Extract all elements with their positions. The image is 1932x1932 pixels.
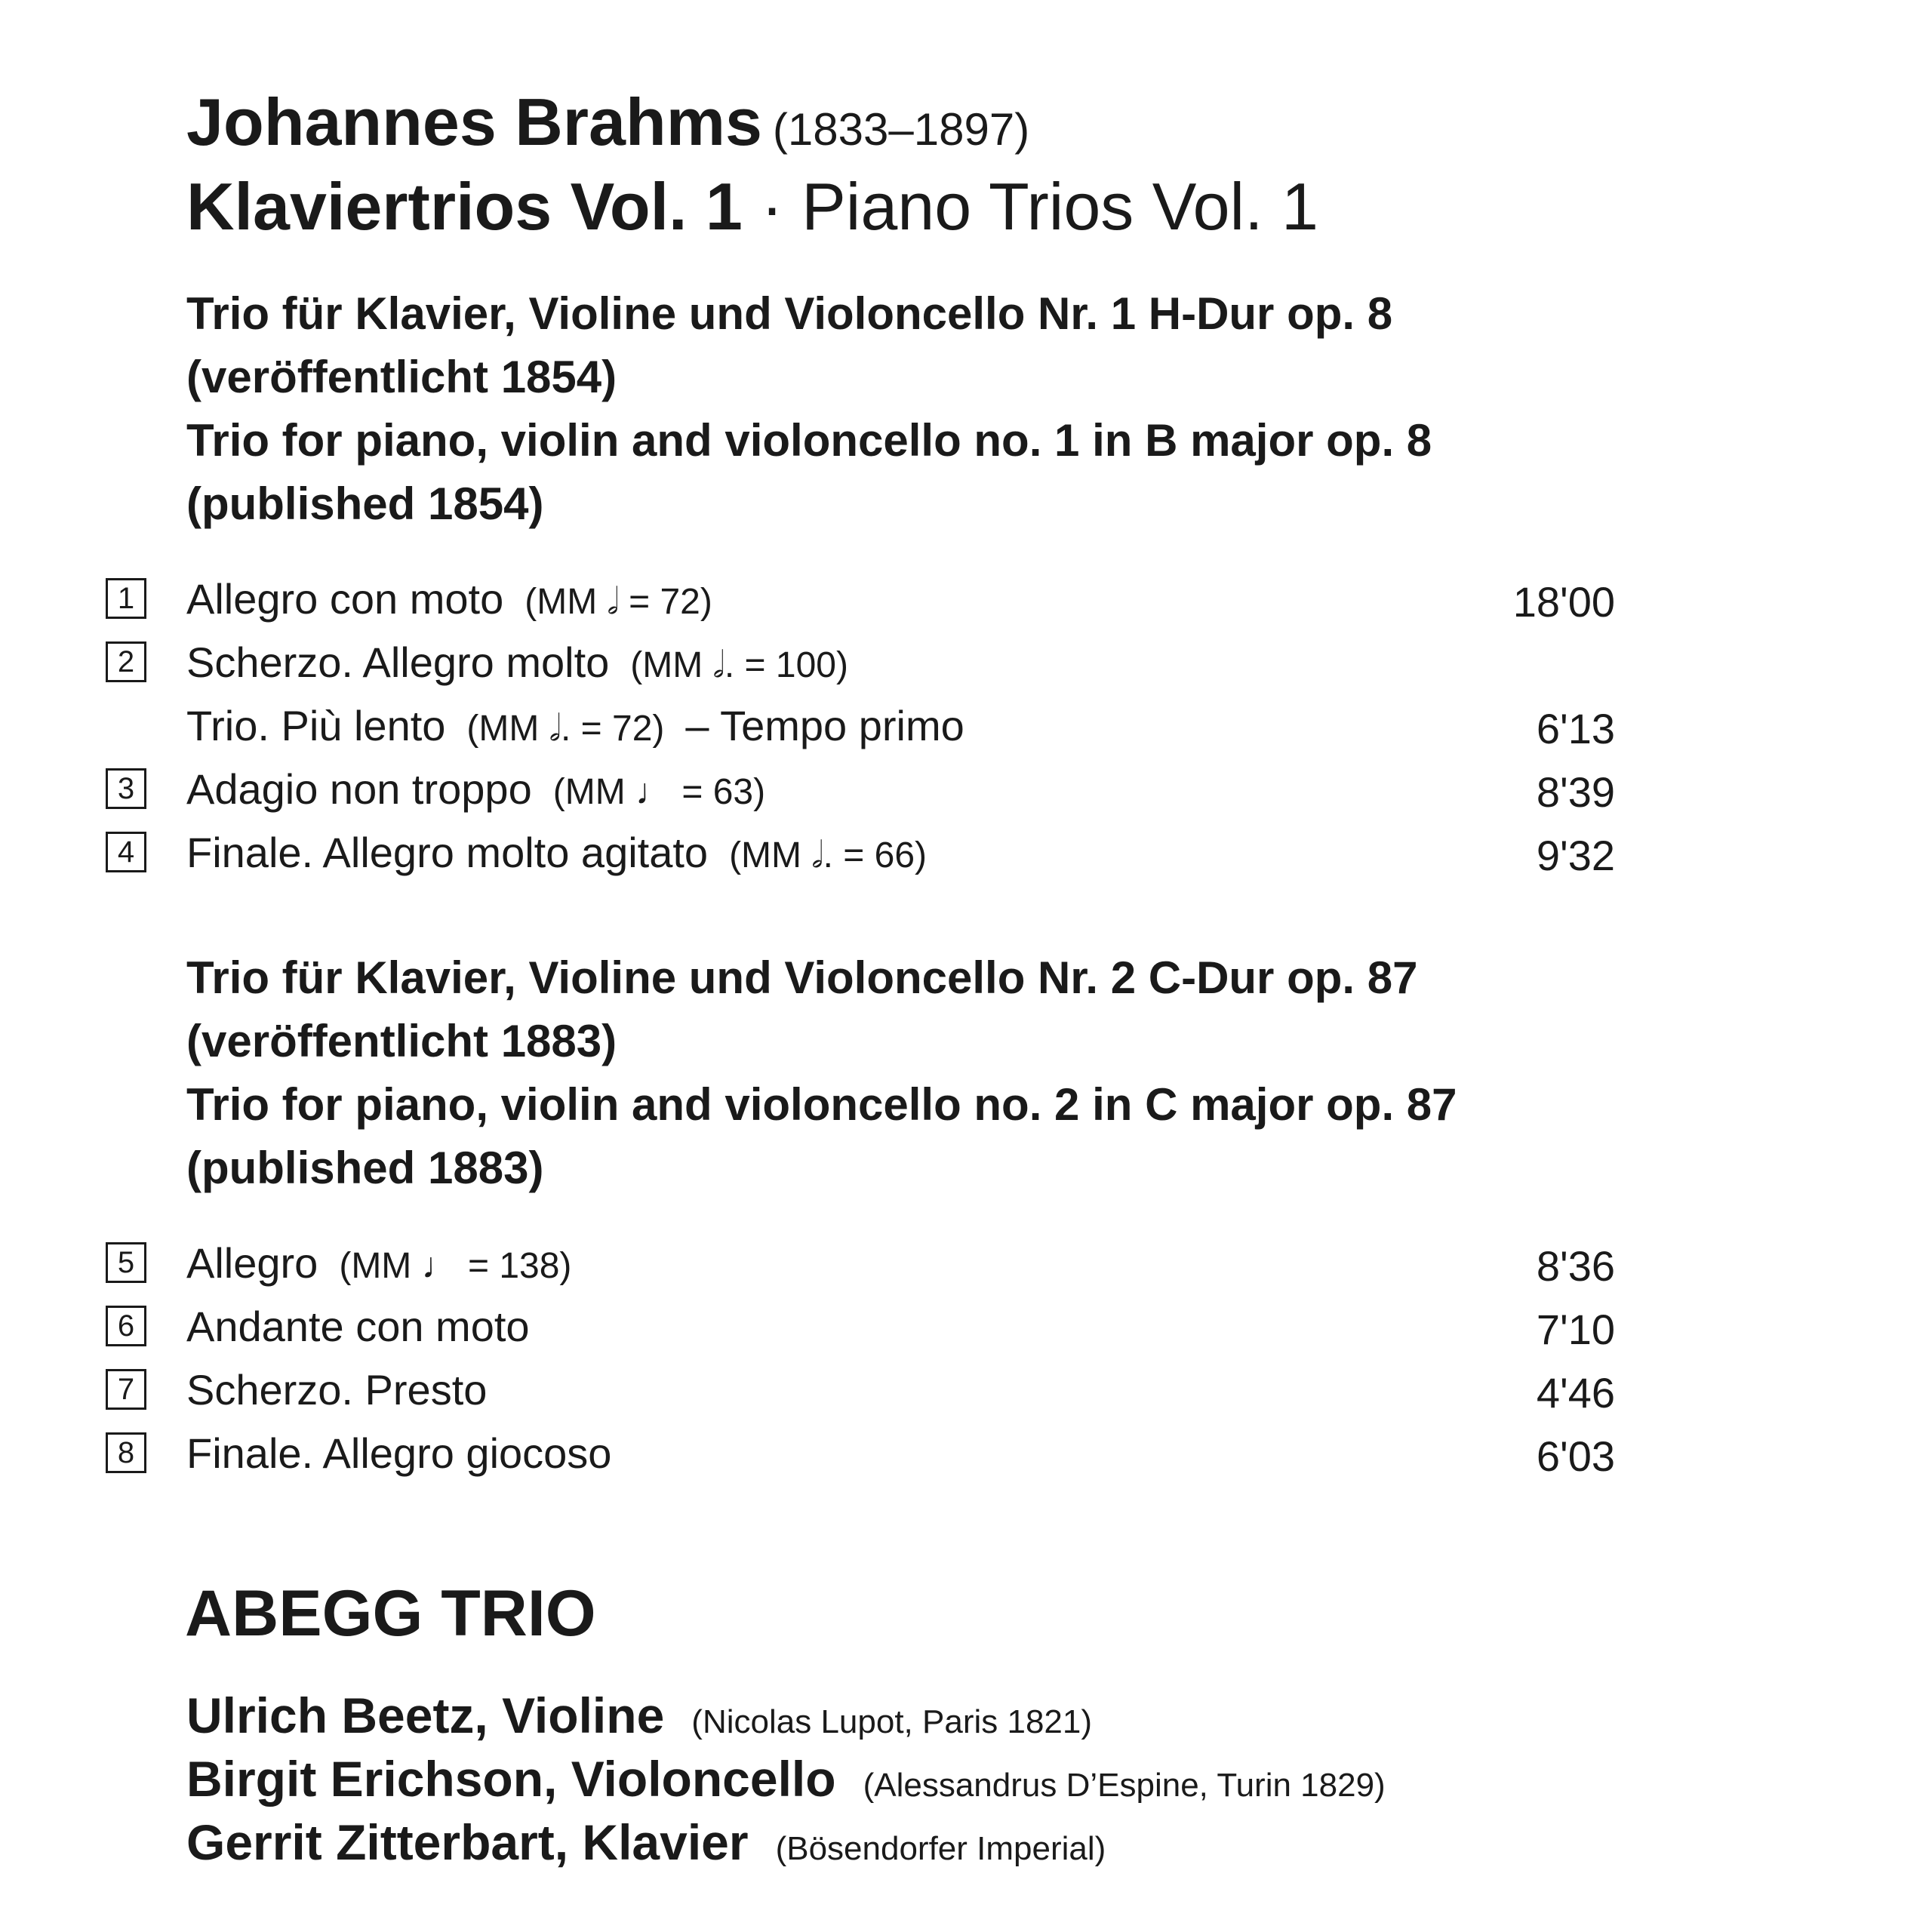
performer-name: Birgit Erichson, Violoncello [186, 1751, 836, 1807]
track-title-text: Finale. Allegro giocoso [186, 1429, 612, 1477]
track-duration: 9'32 [1536, 832, 1615, 879]
track-tempo: (MM 𝅗𝅥. = 66) [729, 835, 928, 875]
track-tempo: (MM ♩ = 138) [339, 1246, 572, 1286]
album-title-de: Klaviertrios Vol. 1 [186, 169, 743, 244]
track-title-suffix: – Tempo primo [685, 702, 964, 749]
track-title [186, 569, 712, 632]
composer-name: Johannes Brahms [186, 85, 762, 159]
work-title-line: Trio for piano, violin and violoncello no. 2 in C major op. 87 [186, 1079, 1457, 1130]
track-title [186, 632, 848, 696]
work-title-line: (veröffentlicht 1883) [186, 1016, 617, 1066]
performer-instrument: (Nicolas Lupot, Paris 1821) [691, 1703, 1093, 1740]
track-row[interactable] [106, 823, 1615, 883]
track-number: 1 [106, 578, 146, 619]
work-title-line: (published 1854) [186, 478, 544, 529]
work-title-line: (published 1883) [186, 1143, 544, 1193]
performer-line [186, 1751, 1386, 1807]
work-title-line: Trio for piano, violin and violoncello no. 1 in B major op. 8 [186, 415, 1432, 466]
track-title [186, 1423, 611, 1484]
track-duration: 6'13 [1536, 705, 1615, 752]
performer-instrument: (Alessandrus D’Espine, Turin 1829) [863, 1767, 1386, 1804]
track-title-text: Allegro con moto [186, 575, 504, 623]
track-title-text: Finale. Allegro molto agitato [186, 829, 709, 876]
work-title-line: Trio für Klavier, Violine und Violoncello Nr. 2 C-Dur op. 87 [186, 952, 1418, 1003]
track-row[interactable] [106, 1297, 1615, 1357]
track-title [186, 1360, 487, 1420]
track-row[interactable] [106, 569, 1615, 629]
track-number: 4 [106, 832, 146, 872]
track-row[interactable] [106, 759, 1615, 820]
track-tempo: (MM 𝅗𝅥. = 100) [630, 645, 848, 685]
track-duration: 8'39 [1536, 768, 1615, 816]
track-title [186, 823, 927, 886]
track-row[interactable] [106, 1423, 1615, 1484]
track-number: 6 [106, 1306, 146, 1346]
track-title-text: Andante con moto [186, 1303, 530, 1350]
work-title-line: (veröffentlicht 1854) [186, 352, 617, 402]
track-number: 2 [106, 641, 146, 682]
track-title [186, 759, 765, 823]
performer-line [186, 1687, 1093, 1743]
track-number: 7 [106, 1369, 146, 1410]
track-duration: 18'00 [1512, 578, 1615, 626]
track-number: 3 [106, 768, 146, 809]
track-row[interactable] [106, 1360, 1615, 1420]
track-duration: 6'03 [1536, 1432, 1615, 1480]
track-duration: 8'36 [1536, 1242, 1615, 1290]
track-row[interactable] [106, 1233, 1615, 1294]
performer-name: Ulrich Beetz, Violine [186, 1687, 665, 1743]
track-tempo: (MM ♩ = 63) [552, 772, 766, 812]
track-title [186, 1297, 530, 1357]
track-title-text: Scherzo. Allegro molto [186, 638, 610, 686]
track-row[interactable] [106, 632, 1615, 693]
track-row-subsection [106, 696, 1615, 756]
ensemble-name: ABEGG TRIO [185, 1577, 596, 1650]
track-duration: 4'46 [1536, 1369, 1615, 1417]
performer-name: Gerrit Zitterbart, Klavier [186, 1814, 749, 1870]
track-title [186, 1233, 571, 1297]
work-title-line: Trio für Klavier, Violine und Violoncello Nr. 1 H-Dur op. 8 [186, 288, 1393, 339]
track-title-text: Trio. Più lento [186, 702, 446, 749]
album-title-separator: · [742, 169, 802, 244]
album-title [186, 169, 1318, 244]
performer-line [186, 1814, 1106, 1870]
track-title-text: Scherzo. Presto [186, 1366, 488, 1414]
track-tempo: (MM 𝅗𝅥 = 72) [525, 582, 712, 622]
album-title-en: Piano Trios Vol. 1 [801, 169, 1318, 244]
track-title-text: Adagio non troppo [186, 765, 532, 813]
track-number: 8 [106, 1432, 146, 1473]
work-1-title [186, 282, 1432, 536]
track-number: 5 [106, 1242, 146, 1283]
composer-dates: (1833–1897) [772, 104, 1030, 155]
track-title [186, 696, 964, 759]
composer-heading [186, 85, 1030, 159]
track-duration: 7'10 [1536, 1306, 1615, 1353]
performer-instrument: (Bösendorfer Imperial) [775, 1830, 1106, 1867]
track-title-text: Allegro [186, 1239, 318, 1287]
work-2-title [186, 946, 1457, 1200]
track-tempo: (MM 𝅗𝅥. = 72) [466, 709, 665, 749]
